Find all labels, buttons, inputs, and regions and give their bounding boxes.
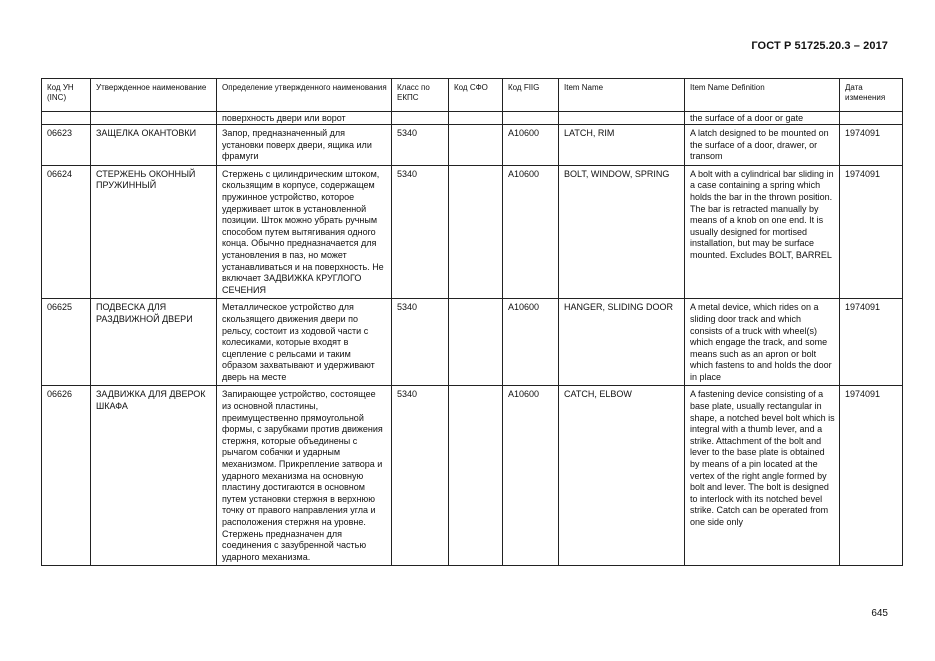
cell-fiig: A10600 [503,165,559,299]
cell-ekps: 5340 [392,125,449,166]
cell-sfo [449,165,503,299]
cell-name [91,112,217,125]
column-header-ekps: Класс по ЕКПС [392,79,449,112]
cell-item-name: BOLT, WINDOW, SPRING [559,165,685,299]
cell-item-name-definition: A latch designed to be mounted on the surface of a door, drawer, or transom [685,125,840,166]
column-header-item-name: Item Name [559,79,685,112]
cell-item-name-definition: the surface of a door or gate [685,112,840,125]
cell-definition: Запирающее устройство, состоящее из основной пластины, преимущественно прямоугольной формы, с зарубками против движения стержня, которые объединены с рычагом собачки и ударным механизмом. Прикрепление затвора и ударного механизма на основную пластину достигаются в основном путем установки стержня в верхнюю точку от правого направления угла и расположения стержня на уровне. Стержень предназначен для соединения с зазубренной частью ударного механизма. [217,386,392,566]
document-title: ГОСТ Р 51725.20.3 – 2017 [751,40,888,52]
cell-item-name: HANGER, SLIDING DOOR [559,299,685,386]
cell-definition: Стержень с цилиндрическим штоком, скользящим в корпусе, содержащем пружинное устройство, которое удерживает шток в установленной позиции. Шток можно убрать ручным способом путем вытягивания одного конца. Обычно предназначается для установления в паз, но может устанавливаться и на поверхность. Не включает ЗАДВИЖКА КРУГЛОГО СЕЧЕНИЯ [217,165,392,299]
cell-definition: Металлическое устройство для скользящего движения двери по рельсу, состоит из ходовой части с колесиками, которые входят в сцепление с рельсами и таким образом захватывают и удерживают дверь на месте [217,299,392,386]
cell-name: ЗАЩЕЛКА ОКАНТОВКИ [91,125,217,166]
cell-inc: 06625 [42,299,91,386]
cell-definition: поверхность двери или ворот [217,112,392,125]
items-table [41,78,903,566]
cell-inc: 06626 [42,386,91,566]
column-header-inc: Код УН (INC) [42,79,91,112]
cell-date: 1974091 [840,386,903,566]
column-header-fiig: Код FIIG [503,79,559,112]
cell-sfo [449,125,503,166]
cell-fiig: A10600 [503,386,559,566]
column-header-sfo: Код СФО [449,79,503,112]
cell-inc: 06623 [42,125,91,166]
page-number: 645 [871,608,888,619]
cell-item-name: CATCH, ELBOW [559,386,685,566]
cell-fiig [503,112,559,125]
cell-item-name [559,112,685,125]
cell-date [840,112,903,125]
cell-date: 1974091 [840,165,903,299]
cell-ekps: 5340 [392,299,449,386]
column-header-item-name-definition: Item Name Definition [685,79,840,112]
table-row [42,125,903,166]
cell-name: ПОДВЕСКА ДЛЯ РАЗДВИЖНОЙ ДВЕРИ [91,299,217,386]
cell-date: 1974091 [840,125,903,166]
column-header-date: Дата изменения [840,79,903,112]
cell-ekps: 5340 [392,386,449,566]
cell-item-name-definition: A bolt with a cylindrical bar sliding in a case containing a spring which holds the bar in the thrown position. The bar is retracted manually by means of a knob on one end. It is usually designed for mortised installation, but may be surface mounted. Excludes BOLT, BARREL [685,165,840,299]
table-header-row [42,79,903,112]
cell-name: СТЕРЖЕНЬ ОКОННЫЙ ПРУЖИННЫЙ [91,165,217,299]
table-row [42,299,903,386]
cell-item-name: LATCH, RIM [559,125,685,166]
column-header-name: Утвержденное наименование [91,79,217,112]
cell-sfo [449,299,503,386]
cell-fiig: A10600 [503,299,559,386]
cell-item-name-definition: A fastening device consisting of a base plate, usually rectangular in shape, a notched bevel bolt which is integral with a thumb lever, and a strike. Attachment of the bolt and lever to the base plate is obtained by means of a pin located at the vertex of the right angle formed by bolt and lever. The bolt is designed to interlock with its notched bevel strike. Catch can be operated from one side only [685,386,840,566]
cell-sfo [449,112,503,125]
cell-sfo [449,386,503,566]
column-header-definition: Определение утвержденного наименования [217,79,392,112]
table-row [42,165,903,299]
cell-inc [42,112,91,125]
cell-date: 1974091 [840,299,903,386]
cell-item-name-definition: A metal device, which rides on a sliding door track and which consists of a truck with wheel(s) which engage the track, and some means such as an apron or bolt which fastens to and holds the door in place [685,299,840,386]
cell-ekps [392,112,449,125]
cell-ekps: 5340 [392,165,449,299]
cell-definition: Запор, предназначенный для установки поверх двери, ящика или фрамуги [217,125,392,166]
cell-inc: 06624 [42,165,91,299]
table-row-continuation [42,112,903,125]
table-row [42,386,903,566]
cell-name: ЗАДВИЖКА ДЛЯ ДВЕРОК ШКАФА [91,386,217,566]
cell-fiig: A10600 [503,125,559,166]
